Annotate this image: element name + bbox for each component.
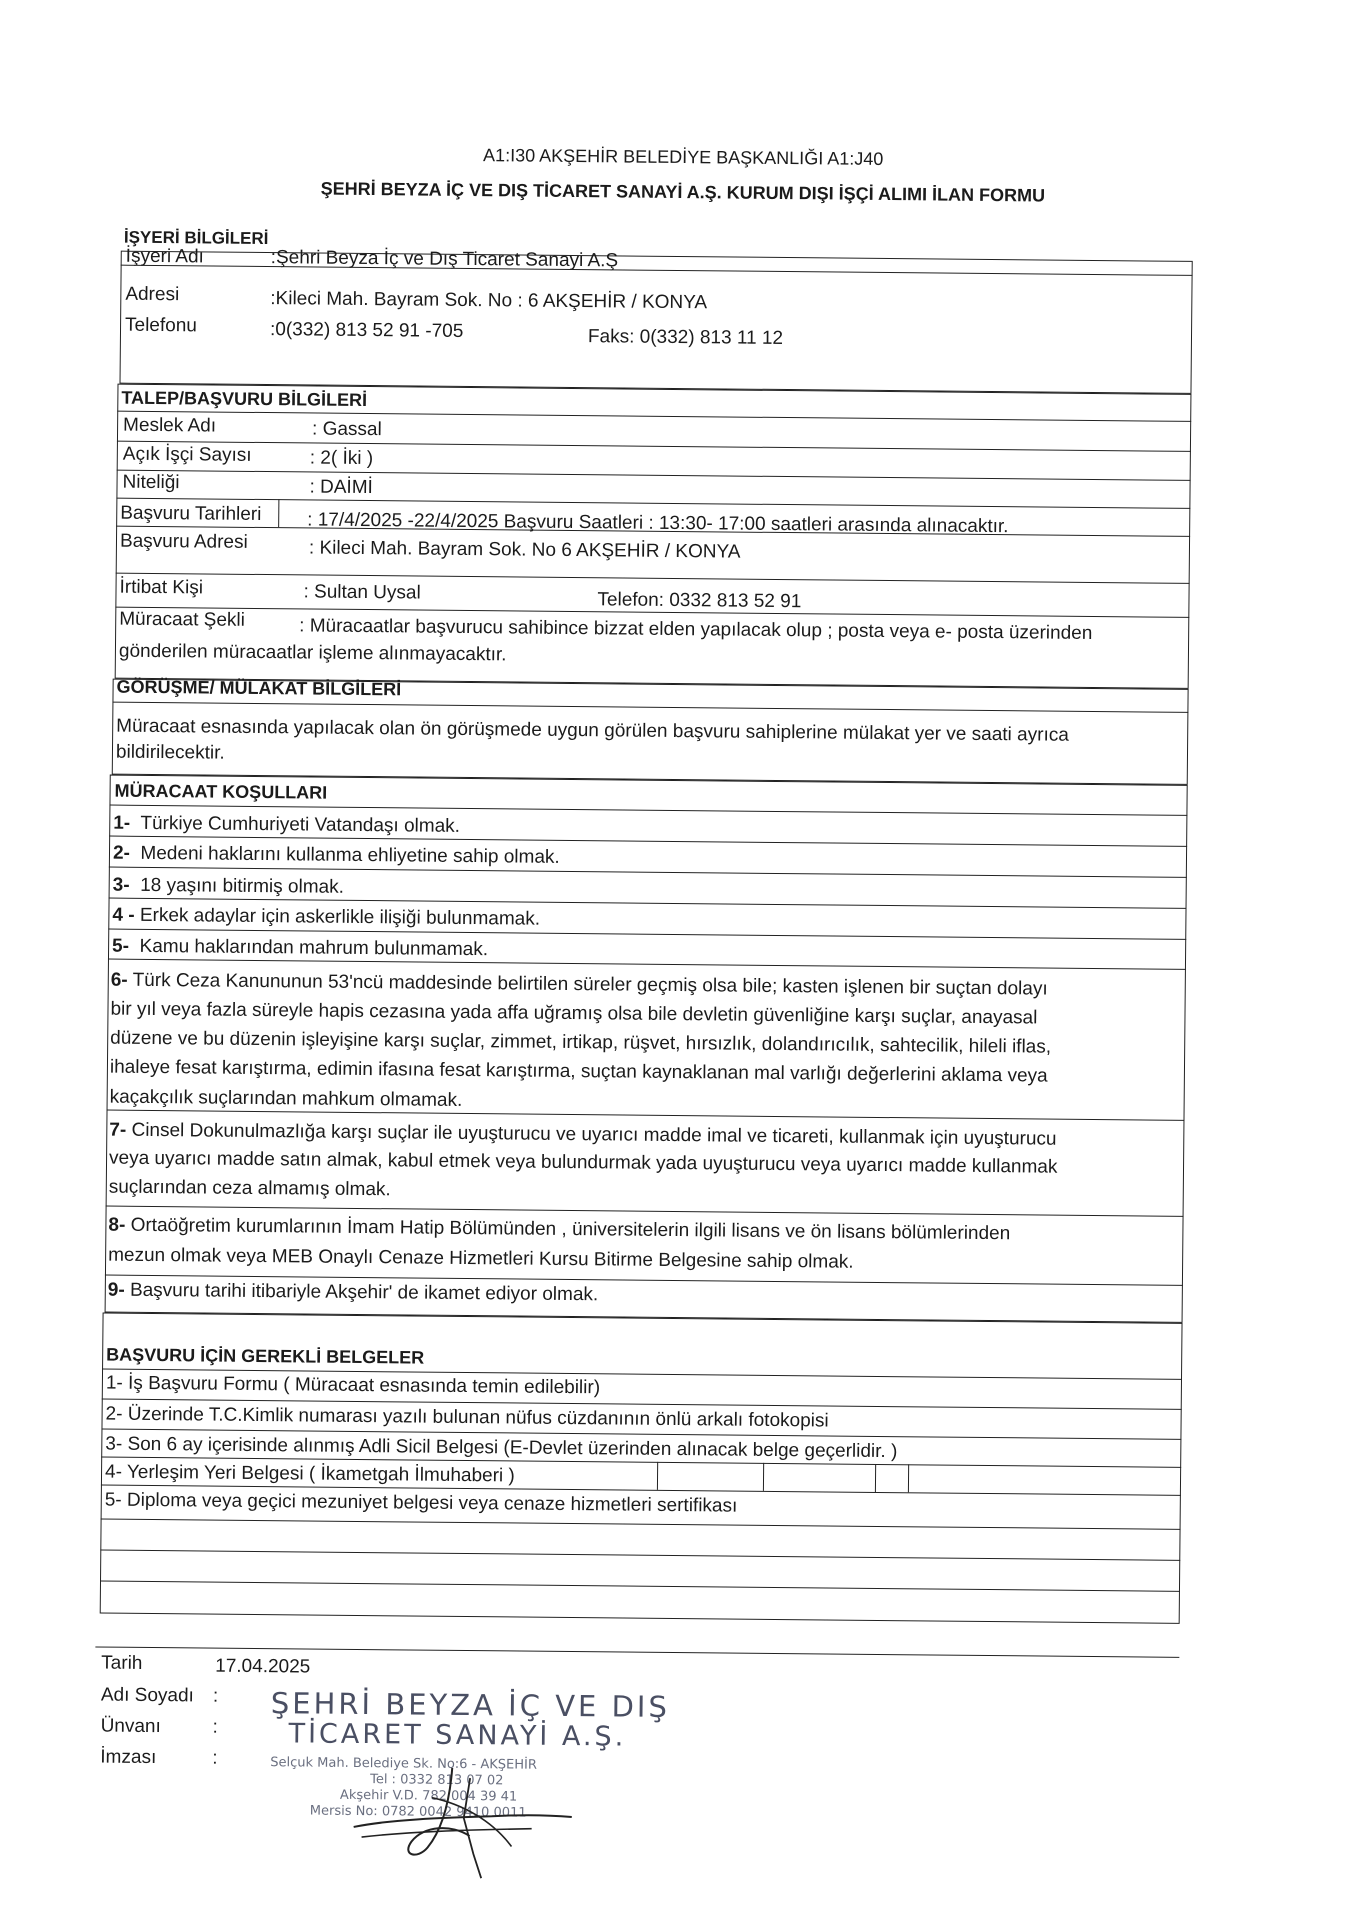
meslek-value: : Gassal <box>311 418 382 441</box>
gorusme-text-1: Müracaat esnasında yapılacak olan ön görüşmede uygun görülen başvuru sahiplerine mülakat yer ve saati ayrıca <box>116 715 1069 746</box>
basvuru-tarihleri-label: Başvuru Tarihleri <box>120 502 262 526</box>
colon: : <box>212 1685 219 1707</box>
kosul-text: Medeni haklarını kullanma ehliyetine sahip olmak. <box>140 842 560 868</box>
kosul-text-cont: kaçakçılık suçlarından mahkum olmamak. <box>109 1086 463 1111</box>
stamp-line-5: Akşehir V.D. 782 004 39 41 <box>339 1787 518 1805</box>
kosul-item <box>112 905 540 931</box>
basvuru-adresi-label: Başvuru Adresi <box>119 530 248 553</box>
section-title-belgeler: BAŞVURU İÇİN GEREKLİ BELGELER <box>106 1344 425 1368</box>
kosul-num: 5- <box>112 935 130 957</box>
niteligi-label: Niteliği <box>122 471 180 494</box>
kosul-num: 1- <box>113 812 131 834</box>
kosul-text: Başvuru tarihi itibariyle Akşehir' de ikamet ediyor olmak. <box>129 1279 599 1306</box>
muracaat-sekli-label: Müracaat Şekli <box>119 608 246 631</box>
kosul-text: Ortaöğretim kurumlarının İmam Hatip Bölümünden , üniversitelerin ilgili lisans ve ön lisans bölümlerinden <box>130 1214 1011 1245</box>
kosul-item <box>112 936 488 962</box>
kosul-text-cont: bir yıl veya fazla süreyle hapis cezasına yada affa uğramış olsa bile devletin güvenliğine karşı suçlar, anayasal <box>110 998 1038 1029</box>
muracaat-sekli-value-2: gönderilen müracaatlar işleme alınmayacaktır. <box>118 640 507 666</box>
colon: : <box>212 1747 218 1769</box>
belge-item: 1- İş Başvuru Formu ( Müracaat esnasında temin edilebilir) <box>105 1372 601 1399</box>
kosul-text-cont: ihaleye fesat karıştırma, edimin ifasına fesat karıştırma, suçtan kaynaklanan mal varlığı değerlerini aklama veya <box>109 1056 1048 1087</box>
tarih-label: Tarih <box>101 1652 143 1674</box>
stamp-line-6: Mersis No: 0782 0042 9410 0011 <box>309 1803 527 1821</box>
belge-item: 3- Son 6 ay içerisinde alınmış Adli Sicil Belgesi (E-Devlet üzerinden alınacak belge geçerlidir. ) <box>105 1433 898 1463</box>
adres-value: :Kileci Mah. Bayram Sok. No : 6 AKŞEHİR / KONYA <box>270 288 708 314</box>
stamp-line-2: TİCARET SANAYİ A.Ş. <box>288 1718 627 1753</box>
isyeri-adi-value: :Şehri Beyza İç ve Dış Ticaret Sanayi A.Ş <box>270 247 619 272</box>
faks-value: Faks: 0(332) 813 11 12 <box>587 326 784 350</box>
kosul-text-cont: düzene ve bu düzenin işleyişine karşı suçlar, zimmet, irtikap, rüşvet, hırsızlık, dolandırıcılık, sahtecilik, hileli iflas, <box>110 1027 1052 1058</box>
kosul-num: 4 - <box>112 904 135 926</box>
isci-sayisi-value: : 2( İki ) <box>309 447 374 470</box>
kosul-item <box>113 813 460 838</box>
kosul-text-cont: mezun olmak veya MEB Onaylı Cenaze Hizmetleri Kursu Bitirme Belgesine sahip olmak. <box>108 1244 854 1273</box>
telefon-value: :0(332) 813 52 91 -705 <box>269 319 464 342</box>
basvuru-tarihleri-value: : 17/4/2025 -22/4/2025 Başvuru Saatleri : 13:30- 17:00 saatleri arasında alınacaktır. <box>307 509 1009 538</box>
stamp-line-1: ŞEHRİ BEYZA İÇ VE DIŞ <box>270 1686 671 1724</box>
section-title-gorusme: GÖRÜŞME/ MÜLAKAT BİLGİLERİ <box>116 676 402 700</box>
signature-icon <box>331 1757 592 1889</box>
belge-item: 2- Üzerinde T.C.Kimlik numarası yazılı bulunan nüfus cüzdanının önlü arkalı fotokopisi <box>105 1403 829 1432</box>
muracaat-sekli-value: : Müracaatlar başvurucu sahibince bizzat elden yapılacak olup ; posta veya e- posta üzerinden <box>299 615 1093 644</box>
irtibat-value: : Sultan Uysal <box>303 581 421 604</box>
kosul-num: 8- <box>108 1214 126 1236</box>
form-title: ŞEHRİ BEYZA İÇ VE DIŞ TİCARET SANAYİ A.Ş. KURUM DIŞI İŞÇİ ALIMI İLAN FORMU <box>320 178 1046 206</box>
kosul-text: Cinsel Dokunulmazlığa karşı suçlar ile uyuşturucu ve uyarıcı madde imal ve ticareti, kullanmak için uyuşturucu <box>131 1119 1057 1150</box>
kosul-text: Türk Ceza Kanununun 53'ncü maddesinde belirtilen süreler geçmiş olsa bile; kasten işlenen bir suçtan dolayı <box>132 969 1048 1000</box>
kosul-text-cont: veya uyarıcı madde satın almak, kabul etmek veya bulundurmak yada uyuşturucu veya uyarıcı madde kullanmak <box>108 1147 1058 1178</box>
section-title-kosullar: MÜRACAAT KOŞULLARI <box>114 780 328 803</box>
colon: : <box>212 1716 218 1738</box>
kosul-num: 3- <box>112 874 130 896</box>
kosul-num: 9- <box>107 1279 125 1301</box>
imza-label: İmzası <box>100 1746 157 1769</box>
kosul-num: 7- <box>109 1119 127 1141</box>
kosul-text: 18 yaşını bitirmiş olmak. <box>140 874 345 898</box>
gorusme-text-2: bildirilecektir. <box>115 741 225 764</box>
isyeri-adi-label: İşyeri Adı <box>125 245 204 268</box>
kosul-text: Kamu haklarından mahrum bulunmamak. <box>139 935 489 961</box>
tarih-value: 17.04.2025 <box>215 1655 311 1678</box>
kosul-text: Erkek adaylar için askerlikle ilişiği bulunmamak. <box>139 904 541 930</box>
kosul-item <box>113 875 344 899</box>
irtibat-telefon: Telefon: 0332 813 52 91 <box>597 589 802 613</box>
meslek-label: Meslek Adı <box>123 414 217 437</box>
irtibat-label: İrtibat Kişi <box>119 576 204 599</box>
niteligi-value: : DAİMİ <box>309 476 373 499</box>
kosul-text-cont: suçlarından ceza almamış olmak. <box>108 1176 391 1201</box>
unvan-label: Ünvanı <box>100 1715 161 1738</box>
stamp-line-4: Tel : 0332 813 07 02 <box>370 1772 504 1789</box>
kosul-item <box>108 1280 599 1307</box>
belge-item: 5- Diploma veya geçici mezuniyet belgesi veya cenaze hizmetleri sertifikası <box>104 1489 738 1517</box>
adres-label: Adresi <box>125 283 180 306</box>
kosul-text: Türkiye Cumhuriyeti Vatandaşı olmak. <box>140 812 461 837</box>
isci-sayisi-label: Açık İşçi Sayısı <box>122 443 252 466</box>
adsoyad-label: Adı Soyadı <box>100 1684 194 1707</box>
section-title-isyeri: İŞYERİ BİLGİLERİ <box>123 227 269 249</box>
stamp-line-3: Selçuk Mah. Belediye Sk. No:6 - AKŞEHİR <box>270 1755 538 1773</box>
section-title-talep: TALEP/BAŞVURU BİLGİLERİ <box>121 387 368 411</box>
kosul-num: 2- <box>112 842 131 864</box>
kosul-item <box>113 843 560 869</box>
kosul-num: 6- <box>110 969 128 991</box>
telefon-label: Telefonu <box>124 314 198 337</box>
basvuru-adresi-value: : Kileci Mah. Bayram Sok. No 6 AKŞEHİR / KONYA <box>308 537 741 563</box>
belge-item: 4- Yerleşim Yeri Belgesi ( İkametgah İlmuhaberi ) <box>104 1461 515 1487</box>
header-line-1: A1:I30 AKŞEHİR BELEDİYE BAŞKANLIĞI A1:J40 <box>483 145 884 169</box>
